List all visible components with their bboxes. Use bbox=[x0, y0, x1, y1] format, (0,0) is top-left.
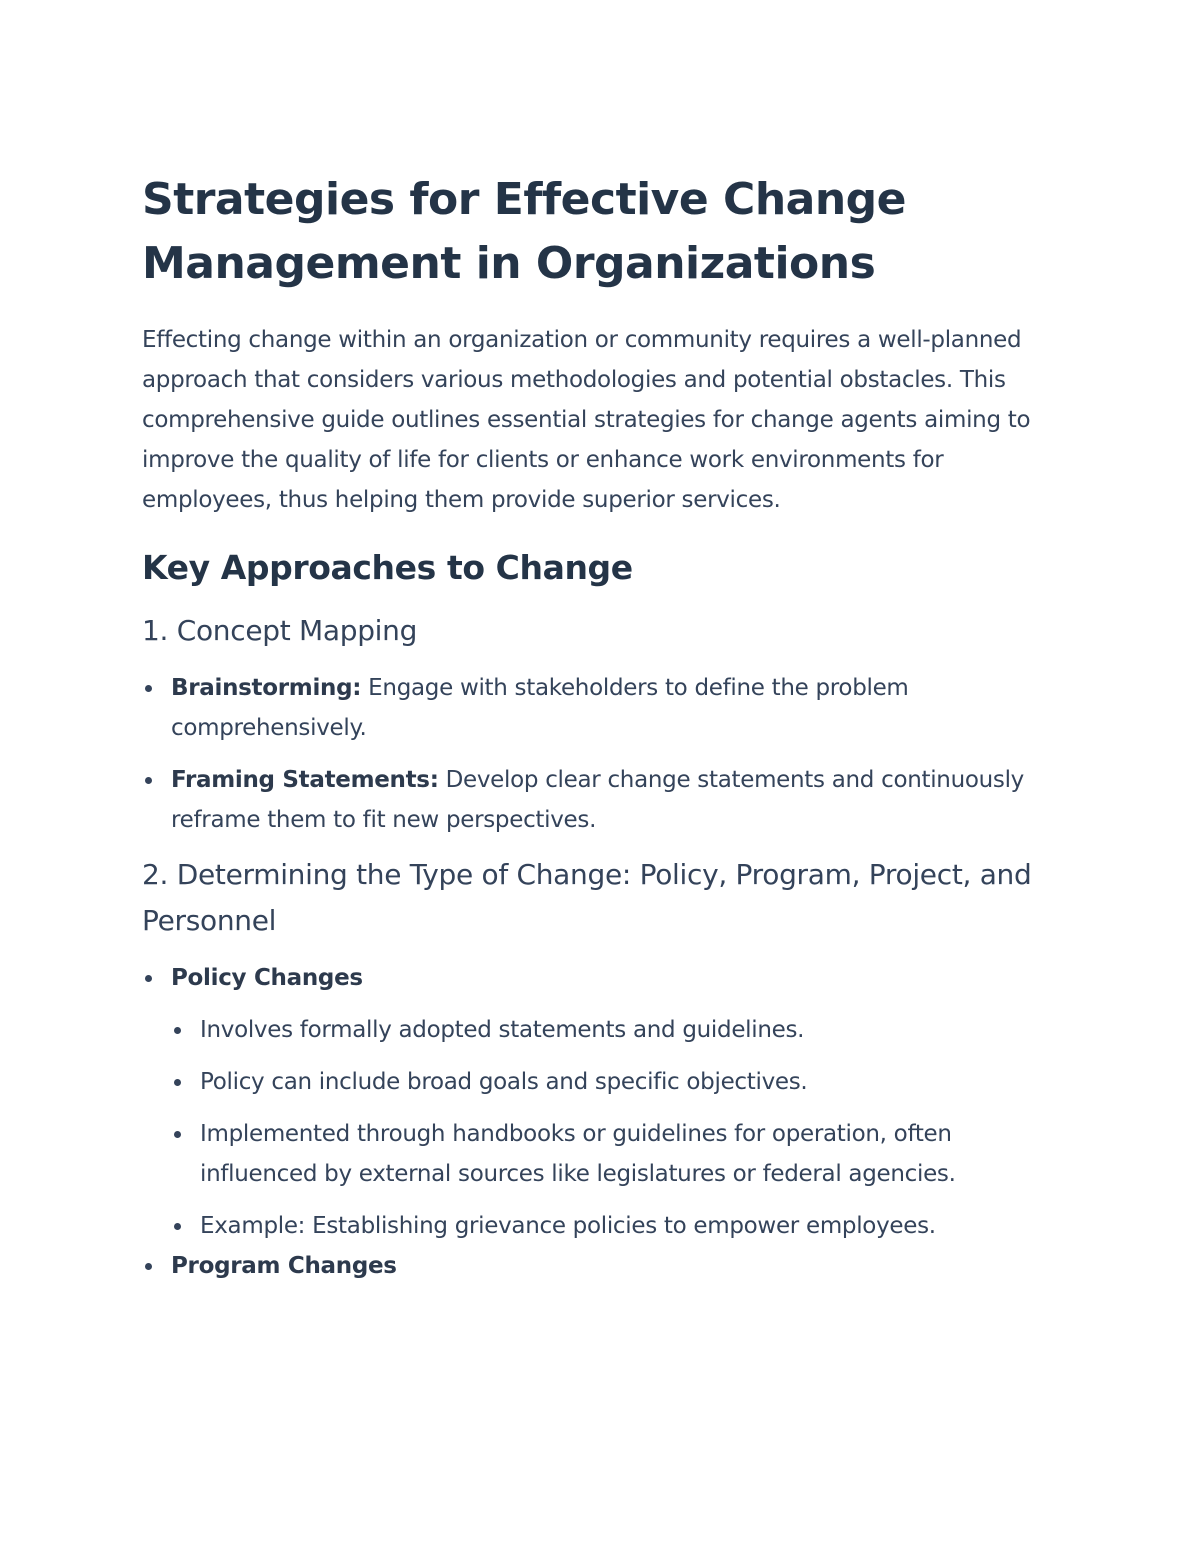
policy-changes-sublist bbox=[171, 1010, 1040, 1246]
list-item: Implemented through handbooks or guidelines for operation, often influenced by external sources like legislatures or federal agencies. bbox=[171, 1114, 1040, 1194]
list-item-policy-changes bbox=[142, 958, 1040, 1246]
subsection-heading-concept-mapping: 1. Concept Mapping bbox=[142, 614, 418, 647]
list-item-text: Engage with stakeholders to define the problem comprehensively. bbox=[171, 675, 909, 741]
list-item bbox=[142, 668, 1040, 748]
list-item-label: Policy Changes bbox=[171, 965, 363, 991]
intro-paragraph: Effecting change within an organization or community requires a well-planned approach that considers various methodologies and potential obstacles. This comprehensive guide outlines essential strategies for change agents aiming to improve the quality of life for clients or enhance work environments for employees, thus helping them provide superior services. bbox=[142, 327, 1031, 513]
list-item: Policy can include broad goals and specific objectives. bbox=[171, 1062, 1040, 1102]
subsection-heading-type-of-change: 2. Determining the Type of Change: Policy, Program, Project, and Personnel bbox=[142, 858, 1032, 937]
list-item bbox=[142, 760, 1040, 840]
list-item: Example: Establishing grievance policies to empower employees. bbox=[171, 1206, 1040, 1246]
section-heading: Key Approaches to Change bbox=[142, 548, 633, 587]
type-of-change-list bbox=[142, 958, 1040, 1286]
list-item-text: Develop clear change statements and continuously reframe them to fit new perspectives. bbox=[171, 767, 1024, 833]
concept-mapping-list bbox=[142, 668, 1040, 840]
list-item-term: Framing Statements: bbox=[171, 767, 439, 793]
list-item-label: Program Changes bbox=[171, 1253, 397, 1279]
list-item-program-changes bbox=[142, 1246, 1040, 1286]
page-title: Strategies for Effective Change Management in Organizations bbox=[142, 174, 906, 289]
list-item-term: Brainstorming: bbox=[171, 675, 362, 701]
list-item: Involves formally adopted statements and guidelines. bbox=[171, 1010, 1040, 1050]
